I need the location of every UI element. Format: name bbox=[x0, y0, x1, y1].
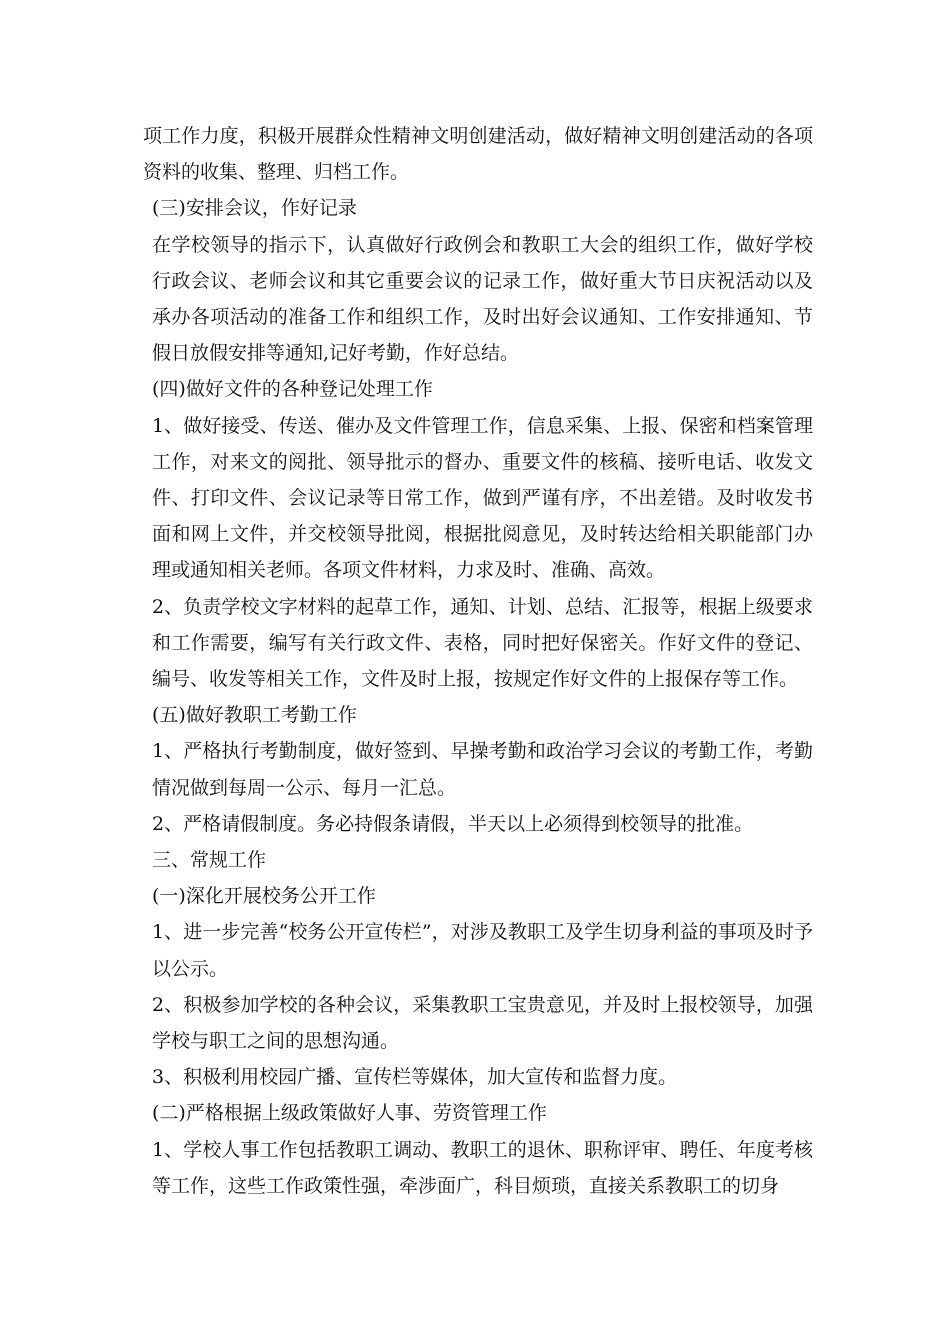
paragraph: 1、学校人事工作包括教职工调动、教职工的退休、职称评审、聘任、年度考核等工作，这些工作政策性强，牵涉面广，科目烦琐，直接关系教职工的切身 bbox=[152, 1138, 813, 1197]
section-heading: (三)安排会议，作好记录 bbox=[152, 197, 357, 220]
paragraph: 在学校领导的指示下，认真做好行政例会和教职工大会的组织工作，做好学校行政会议、老师会议和其它重要会议的记录工作，做好重大节日庆祝活动以及承办各项活动的准备工作和组织工作，及时出好会议通知、工作安排通知、节假日放假安排等通知,记好考勤，作好总结。 bbox=[152, 233, 813, 365]
section-heading: (五)做好教职工考勤工作 bbox=[152, 704, 357, 727]
paragraph: 1、严格执行考勤制度，做好签到、早操考勤和政治学习会议的考勤工作，考勤情况做到每周一公示、每月一汇总。 bbox=[152, 740, 813, 799]
paragraph: 1、做好接受、传送、催办及文件管理工作，信息采集、上报、保密和档案管理工作，对来文的阅批、领导批示的督办、重要文件的核稿、接听电话、收发文件、打印文件、会议记录等日常工作，做到严谨有序，不出差错。及时收发书面和网上文件，并交校领导批阅，根据批阅意见，及时转达给相关职能部门办理或通知相关老师。各项文件材料，力求及时、准确、高效。 bbox=[152, 414, 813, 582]
document-body bbox=[143, 118, 813, 1204]
paragraph: 1、进一步完善“校务公开宣传栏”，对涉及教职工及学生切身利益的事项及时予以公示。 bbox=[152, 921, 813, 980]
section-heading: (四)做好文件的各种登记处理工作 bbox=[152, 378, 433, 401]
section-heading: (一)深化开展校务公开工作 bbox=[152, 885, 376, 908]
paragraph: 2、负责学校文字材料的起草工作，通知、计划、总结、汇报等，根据上级要求和工作需要，编写有关行政文件、表格，同时把好保密关。作好文件的登记、编号、收发等相关工作，文件及时上报，按规定作好文件的上报保存等工作。 bbox=[152, 595, 813, 691]
paragraph: 3、积极利用校园广播、宣传栏等媒体，加大宣传和监督力度。 bbox=[152, 1066, 678, 1089]
section-heading: (二)严格根据上级政策做好人事、劳资管理工作 bbox=[152, 1102, 547, 1125]
chapter-heading: 三、常规工作 bbox=[152, 849, 267, 872]
paragraph: 2、严格请假制度。务必持假条请假，半天以上必须得到校领导的批准。 bbox=[152, 812, 754, 835]
paragraph-continuation: 项工作力度，积极开展群众性精神文明创建活动，做好精神文明创建活动的各项资料的收集、整理、归档工作。 bbox=[143, 125, 813, 184]
paragraph: 2、积极参加学校的各种会议，采集教职工宝贵意见，并及时上报校领导，加强学校与职工之间的思想沟通。 bbox=[152, 993, 813, 1053]
